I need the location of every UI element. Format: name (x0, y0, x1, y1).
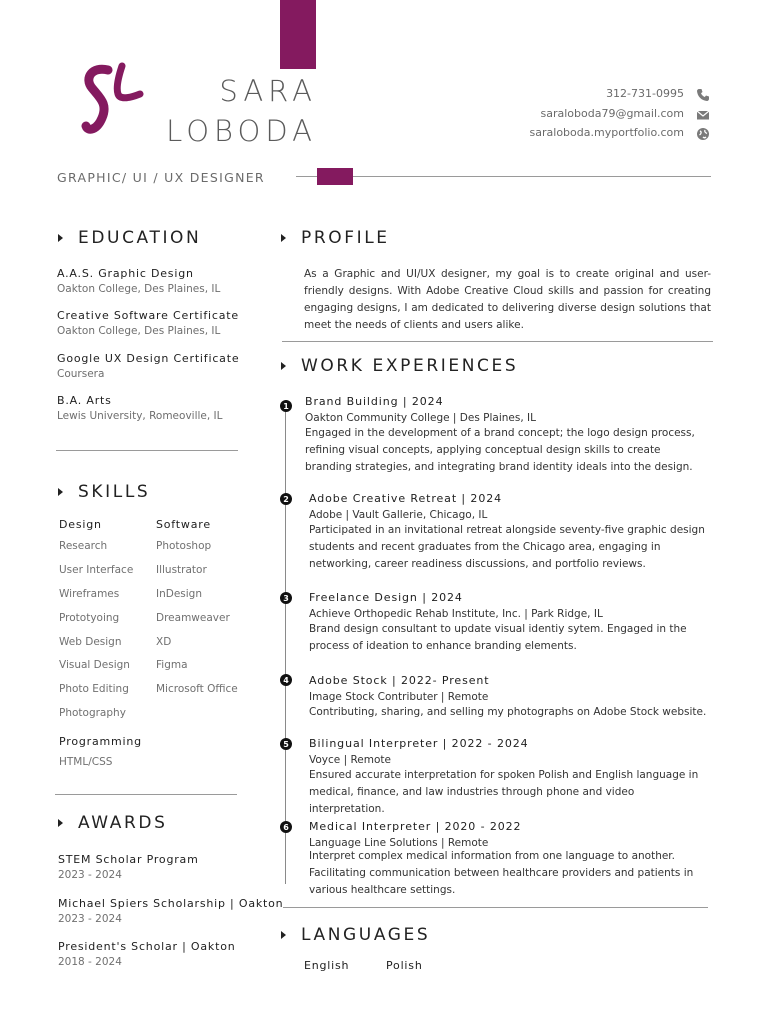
skill-item: Dreamweaver (156, 612, 230, 624)
contact-email[interactable]: saraloboda79@gmail.com (540, 107, 684, 120)
timeline-marker: 4 (280, 674, 292, 686)
award-item: STEM Scholar Program 2023 - 2024 (58, 853, 199, 881)
profile-heading: PROFILE (281, 228, 390, 248)
job-entry: Adobe Stock | 2022- Present Image Stock Contributer | Remote Contributing, sharing, and selling my photographs on Adobe Stock website. (309, 674, 707, 718)
education-item: Creative Software Certificate Oakton College, Des Plaines, IL (57, 309, 239, 337)
skill-item: InDesign (156, 588, 203, 600)
contact-website[interactable]: saraloboda.myportfolio.com (529, 126, 684, 139)
timeline-marker: 5 (280, 738, 292, 750)
timeline-marker: 3 (280, 592, 292, 604)
timeline-marker: 2 (280, 493, 292, 505)
education-item: B.A. Arts Lewis University, Romeoville, IL (57, 394, 223, 422)
caret-right-icon (58, 488, 63, 496)
caret-right-icon (281, 234, 286, 242)
skills-programming-heading: Programming (59, 735, 142, 748)
work-heading: WORK EXPERIENCES (281, 356, 518, 376)
award-item: Michael Spiers Scholarship | Oakton 2023 - 2024 (58, 897, 284, 925)
monogram-logo (78, 60, 148, 142)
timeline-marker: 1 (280, 400, 292, 412)
section-divider (282, 341, 713, 342)
award-item: President's Scholar | Oakton 2018 - 2024 (58, 940, 236, 968)
skill-item: Web Design (59, 636, 122, 648)
job-entry: Freelance Design | 2024 Achieve Orthopedic Rehab Institute, Inc. | Park Ridge, IL Brand design consultant to update visual identiy sytem. Engaged in the process of ideation to enhance branding elements. (309, 591, 687, 652)
skill-item: Illustrator (156, 564, 207, 576)
header-divider-accent (317, 168, 353, 185)
education-item: A.A.S. Graphic Design Oakton College, Des Plaines, IL (57, 267, 221, 295)
skill-item: Prototyoing (59, 612, 120, 624)
caret-right-icon (58, 234, 63, 242)
globe-icon (696, 127, 710, 141)
skills-design-heading: Design (59, 518, 102, 531)
phone-icon (696, 88, 710, 102)
skill-item: Microsoft Office (156, 683, 238, 695)
job-entry: Bilingual Interpreter | 2022 - 2024 Voyce | Remote Ensured accurate interpretation for spoken Polish and English language in medical, finance, and law industries through phone and video interpretation. (309, 737, 699, 815)
languages-heading: LANGUAGES (281, 925, 430, 945)
caret-right-icon (281, 362, 286, 370)
timeline-marker: 6 (280, 821, 292, 833)
skills-software-heading: Software (156, 518, 211, 531)
contact-phone[interactable]: 312-731-0995 (606, 87, 684, 100)
job-tagline: GRAPHIC/ UI / UX DESIGNER (57, 170, 265, 185)
skill-item: Photo Editing (59, 683, 129, 695)
skill-item: User Interface (59, 564, 134, 576)
header-divider (296, 176, 711, 177)
skill-item: Photography (59, 707, 126, 719)
section-divider (56, 450, 238, 451)
education-item: Google UX Design Certificate Coursera (57, 352, 240, 380)
job-entry: Brand Building | 2024 Oakton Community College | Des Plaines, IL Engaged in the development of a brand concept; the logo design process, refining visual concepts, applying conceptual design skills to create branding strategies, and integrating brand identity ideals into the design. (305, 395, 695, 473)
caret-right-icon (58, 819, 63, 827)
timeline-line (285, 404, 286, 884)
skill-item: Research (59, 540, 108, 552)
first-name: SARA (219, 74, 317, 108)
skill-item: Photoshop (156, 540, 212, 552)
language-item: Polish (386, 959, 423, 972)
job-entry: Medical Interpreter | 2020 - 2022 Language Line Solutions | Remote Interpret complex medical information from one language to another. Facilitating communication between healthcare providers and patients in various healthcare settings. (309, 820, 694, 896)
section-divider (55, 794, 237, 795)
awards-heading: AWARDS (58, 813, 168, 833)
skills-heading: SKILLS (58, 482, 150, 502)
profile-summary: As a Graphic and UI/UX designer, my goal is to create original and user-friendly designs. With Adobe Creative Cloud skills and passion for creating engaging designs, I am dedicated to delivering diverse design solutions that meet the needs of clients and users alike. (304, 268, 711, 331)
skill-item: Visual Design (59, 659, 130, 671)
skill-item: Figma (156, 659, 188, 671)
language-item: English (304, 959, 350, 972)
header-accent-bar (280, 0, 316, 69)
section-divider (283, 907, 708, 908)
skill-item: Wireframes (59, 588, 120, 600)
caret-right-icon (281, 931, 286, 939)
envelope-icon (696, 108, 710, 122)
last-name: LOBODA (166, 114, 317, 148)
education-heading: EDUCATION (58, 228, 201, 248)
job-entry: Adobe Creative Retreat | 2024 Adobe | Vault Gallerie, Chicago, IL Participated in an invitational retreat alongside seventy-five graphic design students and recent graduates from the Chicago area, engaging in networking, career readiness discussions, and portfolio reviews. (309, 492, 705, 570)
skill-item: XD (156, 636, 172, 648)
skill-item: HTML/CSS (59, 756, 113, 768)
